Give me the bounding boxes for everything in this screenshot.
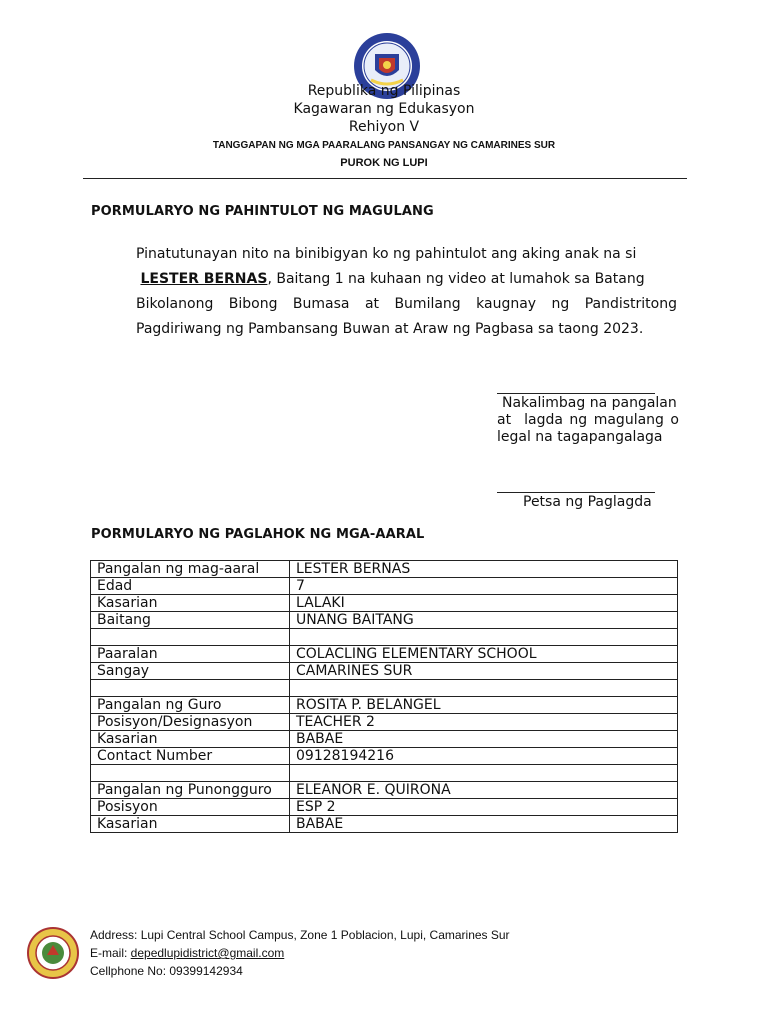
- table-row: [91, 799, 678, 816]
- consent-paragraph: [136, 242, 677, 342]
- table-cell-label: Kasarian: [91, 731, 290, 748]
- date-line: [497, 492, 655, 493]
- table-row: [91, 816, 678, 833]
- header-district: PUROK NG LUPI: [340, 157, 428, 169]
- table-cell-label: Kasarian: [91, 816, 290, 833]
- table-cell-value: CAMARINES SUR: [290, 663, 678, 680]
- table-row: [91, 629, 678, 646]
- table-cell-label: Paaralan: [91, 646, 290, 663]
- table-cell-value: TEACHER 2: [290, 714, 678, 731]
- table-cell-value: ROSITA P. BELANGEL: [290, 697, 678, 714]
- table-cell-value: [290, 680, 678, 697]
- table-row: [91, 680, 678, 697]
- footer-phone: Cellphone No: 09399142934: [90, 964, 243, 978]
- table-cell-label: [91, 629, 290, 646]
- table-row: [91, 663, 678, 680]
- table-row: [91, 612, 678, 629]
- table-cell-value: LALAKI: [290, 595, 678, 612]
- table-cell-value: ESP 2: [290, 799, 678, 816]
- participation-table: [90, 560, 678, 833]
- consent-line-2: [136, 267, 677, 292]
- header-department: Kagawaran ng Edukasyon: [293, 101, 475, 117]
- table-cell-label: [91, 765, 290, 782]
- header-region: Rehiyon V: [348, 119, 420, 135]
- table-cell-value: 09128194216: [290, 748, 678, 765]
- table-cell-value: COLACLING ELEMENTARY SCHOOL: [290, 646, 678, 663]
- table-cell-label: [91, 680, 290, 697]
- table-row: [91, 714, 678, 731]
- district-logo: [27, 927, 79, 979]
- signature-label-3: legal na tagapangalaga: [497, 429, 663, 445]
- table-cell-value: 7: [290, 578, 678, 595]
- table-cell-label: Baitang: [91, 612, 290, 629]
- table-cell-value: BABAE: [290, 816, 678, 833]
- signature-label-2: at lagda ng magulang o: [497, 412, 679, 428]
- table-cell-value: UNANG BAITANG: [290, 612, 678, 629]
- table-cell-value: BABAE: [290, 731, 678, 748]
- consent-line-3: Bikolanong Bibong Bumasa at Bumilang kaugnay ng Pandistritong: [136, 296, 677, 312]
- footer-email-row: [90, 944, 284, 962]
- consent-line-1: Pinatutunayan nito na binibigyan ko ng pahintulot ang aking anak na si: [136, 246, 637, 262]
- table-cell-value: [290, 629, 678, 646]
- consent-line-4: Pagdiriwang ng Pambansang Buwan at Araw ng Pagbasa sa taong 2023.: [136, 321, 644, 337]
- participation-form-title: PORMULARYO NG PAGLAHOK NG MGA-AARAL: [91, 527, 425, 542]
- footer-email-link[interactable]: depedlupidistrict@gmail.com: [130, 946, 285, 960]
- table-row: [91, 646, 678, 663]
- table-cell-label: Sangay: [91, 663, 290, 680]
- table-cell-value: LESTER BERNAS: [290, 561, 678, 578]
- table-row: [91, 765, 678, 782]
- date-label: Petsa ng Paglagda: [523, 494, 652, 510]
- table-cell-label: Kasarian: [91, 595, 290, 612]
- table-row: [91, 595, 678, 612]
- table-row: [91, 731, 678, 748]
- table-row: [91, 561, 678, 578]
- header-republic: Republika ng Pilipinas: [307, 83, 461, 99]
- table-cell-label: Pangalan ng mag-aaral: [91, 561, 290, 578]
- table-cell-label: Posisyon: [91, 799, 290, 816]
- header-divider: [83, 178, 687, 179]
- table-cell-value: [290, 765, 678, 782]
- signature-line: [497, 393, 655, 394]
- table-cell-label: Pangalan ng Punongguro: [91, 782, 290, 799]
- table-row: [91, 578, 678, 595]
- footer-email-label: E-mail:: [90, 946, 131, 960]
- footer-address: Address: Lupi Central School Campus, Zone 1 Poblacion, Lupi, Camarines Sur: [90, 928, 510, 942]
- signature-label-1: Nakalimbag na pangalan: [502, 395, 677, 411]
- table-row: [91, 782, 678, 799]
- table-cell-label: Posisyon/Designasyon: [91, 714, 290, 731]
- table-cell-label: Contact Number: [91, 748, 290, 765]
- table-row: [91, 697, 678, 714]
- table-row: [91, 748, 678, 765]
- table-cell-value: ELEANOR E. QUIRONA: [290, 782, 678, 799]
- consent-line-2-text: , Baitang 1 na kuhaan ng video at lumahok sa Batang: [267, 271, 645, 287]
- consent-form-title: PORMULARYO NG PAHINTULOT NG MAGULANG: [91, 204, 434, 219]
- student-name: LESTER BERNAS: [140, 271, 268, 287]
- header-division-office: TANGGAPAN NG MGA PAARALANG PANSANGAY NG CAMARINES SUR: [212, 140, 556, 151]
- table-cell-label: Pangalan ng Guro: [91, 697, 290, 714]
- table-cell-label: Edad: [91, 578, 290, 595]
